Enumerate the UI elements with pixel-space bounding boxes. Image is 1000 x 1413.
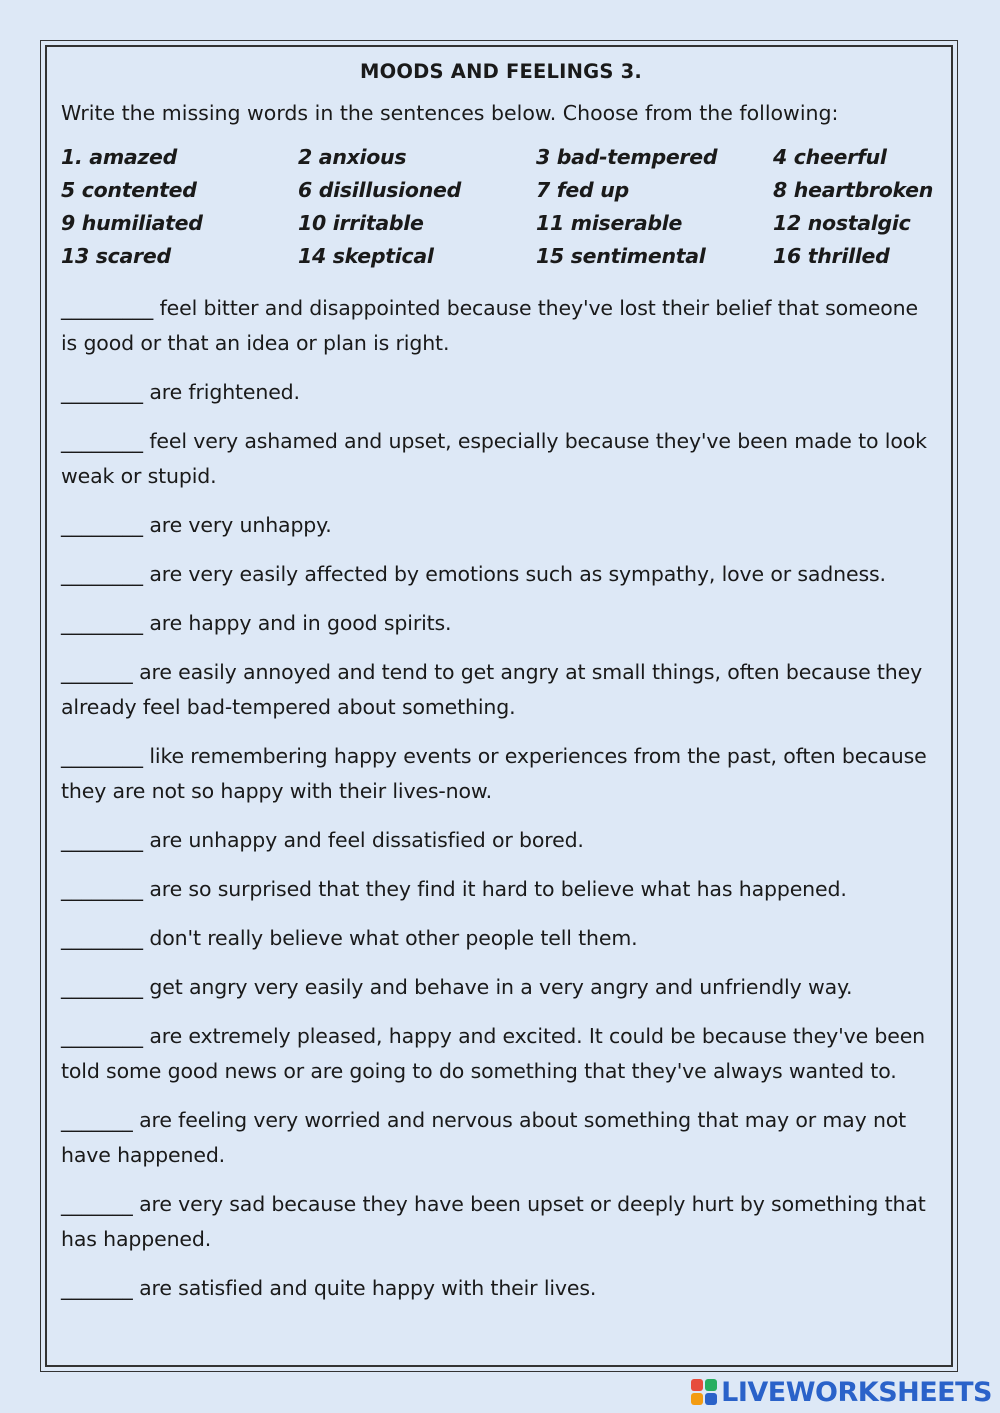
logo-mark-blue (705, 1393, 717, 1405)
sentence-item (61, 375, 941, 410)
answer-blank[interactable]: _________ (61, 296, 154, 320)
answer-blank[interactable]: ________ (61, 926, 143, 950)
worksheet-frame (40, 40, 958, 1372)
answer-blank[interactable]: ________ (61, 975, 143, 999)
word-option: 3 bad-tempered (536, 145, 718, 169)
word-option: 4 cheerful (773, 145, 887, 169)
sentence-item (61, 508, 941, 543)
sentence-text: are extremely pleased, happy and excited. It could be because they've been told some good news or are going to do something that they've always wanted to. (61, 1024, 926, 1083)
word-option: 11 miserable (536, 211, 683, 235)
sentence-item (61, 970, 941, 1005)
answer-blank[interactable]: ________ (61, 828, 143, 852)
sentence-item (61, 739, 941, 809)
sentence-text: like remembering happy events or experiences from the past, often because they are not so happy with their lives-now. (61, 744, 927, 803)
sentence-item (61, 655, 941, 725)
sentence-item (61, 291, 941, 361)
answer-blank[interactable]: _______ (61, 1276, 133, 1300)
sentence-text: are unhappy and feel dissatisfied or bored. (143, 828, 584, 852)
sentence-text: are satisfied and quite happy with their lives. (132, 1276, 597, 1300)
answer-blank[interactable]: ________ (61, 877, 143, 901)
word-option: 16 thrilled (773, 244, 890, 268)
sentence-item (61, 424, 941, 494)
word-option: 8 heartbroken (773, 178, 934, 202)
answer-blank[interactable]: ________ (61, 562, 143, 586)
sentence-text: are very easily affected by emotions such as sympathy, love or sadness. (143, 562, 886, 586)
sentence-item (61, 557, 941, 592)
answer-blank[interactable]: _______ (61, 660, 133, 684)
sentence-text: don't really believe what other people tell them. (143, 926, 638, 950)
sentence-text: are very unhappy. (143, 513, 332, 537)
sentence-item (61, 921, 941, 956)
sentence-text: are feeling very worried and nervous about something that may or may not have happened. (61, 1108, 907, 1167)
instructions: Write the missing words in the sentences below. Choose from the following: (61, 101, 839, 125)
answer-blank[interactable]: _______ (61, 1192, 133, 1216)
logo-mark-orange (691, 1393, 703, 1405)
sentence-item (61, 823, 941, 858)
answer-blank[interactable]: ________ (61, 744, 143, 768)
sentence-text: are very sad because they have been upset or deeply hurt by something that has happened. (61, 1192, 926, 1251)
answer-blank[interactable]: _______ (61, 1108, 133, 1132)
answer-blank[interactable]: ________ (61, 1024, 143, 1048)
worksheet-title: MOODS AND FEELINGS 3. (360, 60, 642, 83)
sentence-list (61, 291, 941, 1306)
sentence-item (61, 872, 941, 907)
logo-mark-green (705, 1379, 717, 1391)
sentence-item (61, 606, 941, 641)
answer-blank[interactable]: ________ (61, 380, 143, 404)
word-option: 2 anxious (298, 145, 407, 169)
liveworksheets-logo[interactable] (691, 1375, 992, 1409)
word-option: 7 fed up (536, 178, 629, 202)
word-option: 6 disillusioned (298, 178, 461, 202)
word-option: 15 sentimental (536, 244, 706, 268)
answer-blank[interactable]: ________ (61, 513, 143, 537)
logo-mark-icon (691, 1379, 717, 1405)
sentence-text: feel bitter and disappointed because they've lost their belief that someone is good or that an idea or plan is right. (61, 296, 918, 355)
sentence-text: feel very ashamed and upset, especially because they've been made to look weak or stupid. (61, 429, 927, 488)
answer-blank[interactable]: ________ (61, 429, 143, 453)
sentence-text: are happy and in good spirits. (143, 611, 452, 635)
answer-blank[interactable]: ________ (61, 611, 143, 635)
sentence-item (61, 1103, 941, 1173)
sentence-item (61, 1271, 941, 1306)
word-option: 12 nostalgic (773, 211, 911, 235)
sentence-text: are so surprised that they find it hard to believe what has happened. (143, 877, 847, 901)
sentence-text: are frightened. (143, 380, 300, 404)
word-option: 10 irritable (298, 211, 424, 235)
logo-text: LIVEWORKSHEETS (721, 1376, 992, 1408)
word-option: 13 scared (61, 244, 171, 268)
word-option: 14 skeptical (298, 244, 434, 268)
logo-mark-red (691, 1379, 703, 1391)
worksheet-content (45, 45, 953, 1367)
word-option: 5 contented (61, 178, 197, 202)
sentence-text: get angry very easily and behave in a very angry and unfriendly way. (143, 975, 853, 999)
sentence-item (61, 1187, 941, 1257)
sentence-text: are easily annoyed and tend to get angry at small things, often because they already feel bad-tempered about something. (61, 660, 923, 719)
sentence-item (61, 1019, 941, 1089)
word-option: 9 humiliated (61, 211, 203, 235)
word-option: 1. amazed (61, 145, 178, 169)
word-options-grid (61, 141, 941, 273)
